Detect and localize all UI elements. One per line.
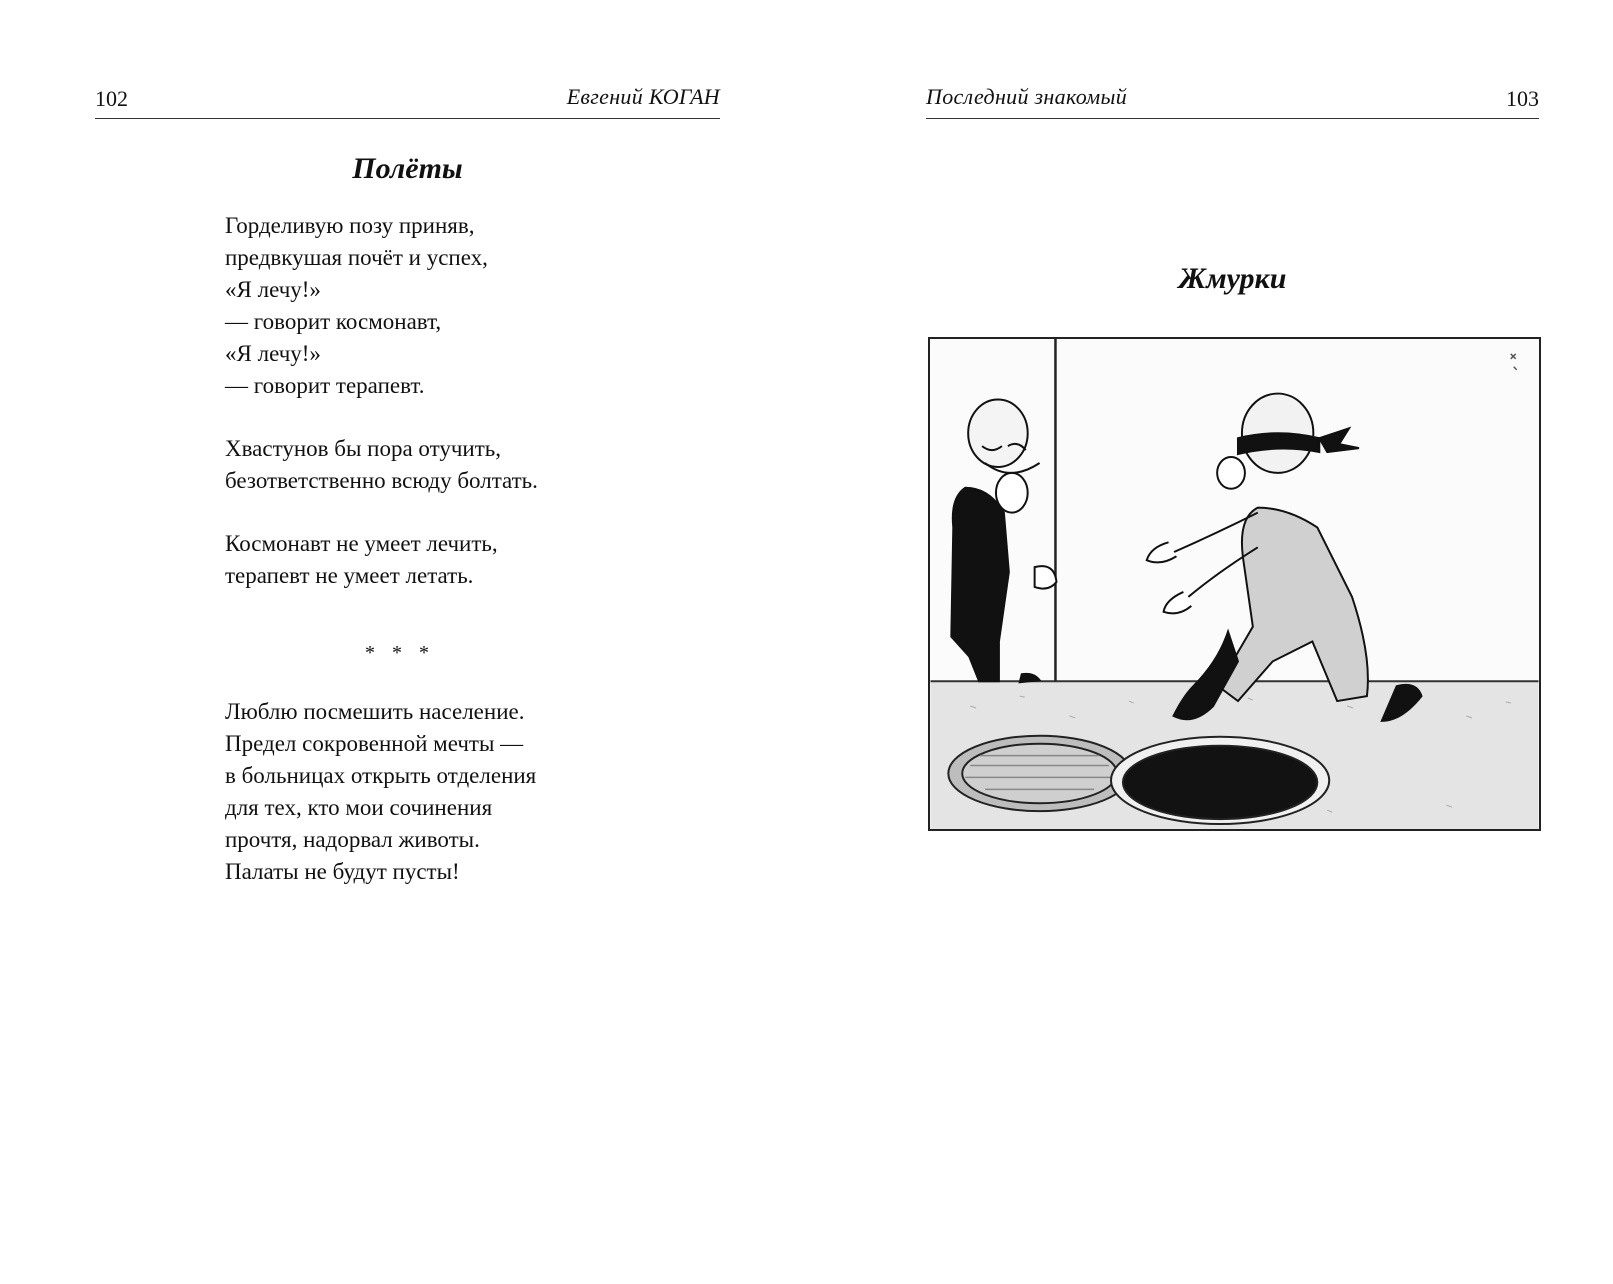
poem-title-polety: Полёты: [352, 152, 463, 185]
poem-line: Предел сокровенной мечты —: [225, 731, 524, 756]
cartoon-drawing: [930, 339, 1539, 829]
running-head-left: [95, 80, 720, 119]
poem-line: Горделивую позу приняв,: [225, 213, 475, 238]
page-number-left: 102: [95, 86, 128, 111]
poem-line: «Я лечу!»: [225, 341, 321, 366]
right-page: [806, 0, 1613, 1284]
peeking-man: [951, 400, 1056, 683]
poem-line: терапевт не умеет летать.: [225, 563, 474, 588]
poem-line: в больницах открыть отделения: [225, 763, 537, 788]
author-running-head: Евгений КОГАН: [566, 84, 720, 109]
stanza-2: [225, 433, 745, 497]
stanza-3: [225, 528, 745, 592]
cartoon-title-zhmurki: Жмурки: [1178, 262, 1287, 295]
stanza-1: [225, 210, 745, 402]
open-manhole: [1111, 737, 1329, 824]
stanza-4: [225, 696, 745, 888]
blindfolded-man: [1147, 394, 1422, 721]
page-number-right: 103: [1506, 86, 1539, 111]
poem-line: «Я лечу!»: [225, 277, 321, 302]
poem-line: — говорит космонавт,: [225, 309, 442, 334]
poem-line: для тех, кто мои сочинения: [225, 795, 493, 820]
poem-line: Хвастунов бы пора отучить,: [225, 436, 502, 461]
book-running-head: Последний знакомый: [926, 84, 1128, 109]
running-head-right: [926, 80, 1539, 119]
poem-line: безответственно всюду болтать.: [225, 468, 538, 493]
poem-line: Палаты не будут пусты!: [225, 859, 460, 884]
poem-line: прочтя, надорвал животы.: [225, 827, 480, 852]
poem-line: Космонавт не умеет лечить,: [225, 531, 498, 556]
cartoon-illustration: [928, 337, 1541, 831]
asterism-separator: * * *: [365, 642, 435, 664]
poem-line: — говорит терапевт.: [225, 373, 425, 398]
manhole-cover: [948, 736, 1131, 811]
poem-line: Люблю посмешить население.: [225, 699, 525, 724]
poem-line: предвкушая почёт и успех,: [225, 245, 488, 270]
left-page: [0, 0, 806, 1284]
poem-body: [225, 210, 745, 919]
